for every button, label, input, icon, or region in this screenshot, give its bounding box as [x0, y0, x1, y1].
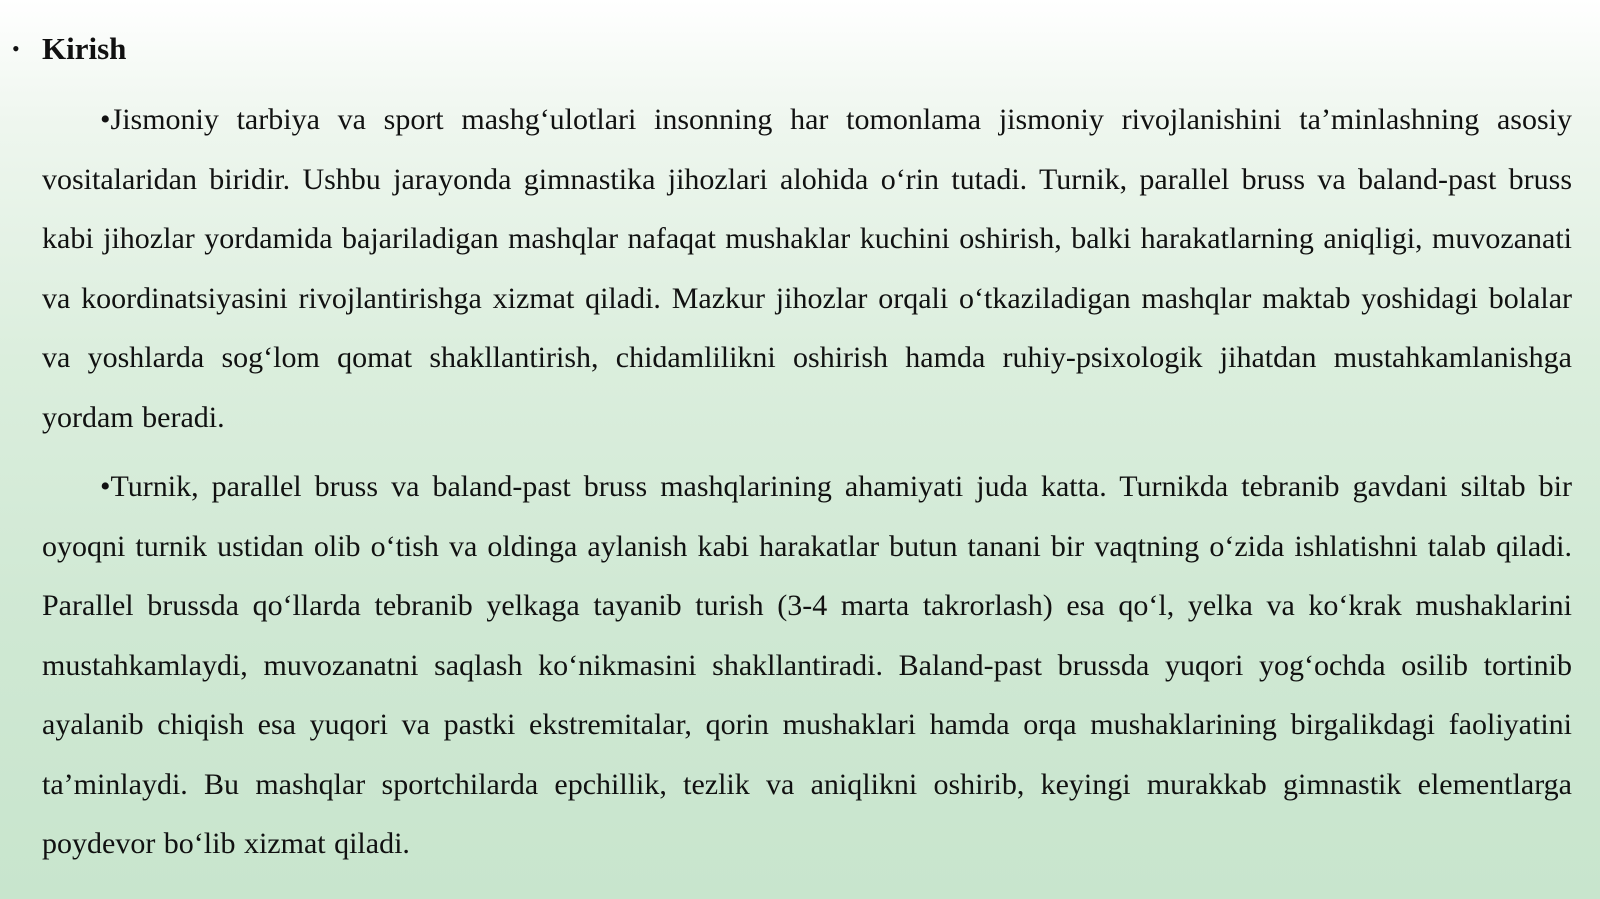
heading-bullet: •: [12, 36, 20, 61]
paragraph-apparatus: [42, 457, 1572, 874]
paragraph-text: Turnik, parallel bruss va baland-past bruss mashqlarining ahamiyati juda katta. Turnikda tebranib gavdani siltab bir oyoqni turnik ustidan olib o‘tish va oldinga aylanish kabi harakatlar butun tanani bir vaqtning o‘zida ishlatishni talab qiladi. Parallel brussda qo‘llarda tebranib yelkaga tayanib turish (3-4 marta takrorlash) esa qo‘l, yelka va ko‘krak mushaklarini mustahkamlaydi, muvozanatni saqlash ko‘nikmasini shakllantiradi. Baland-past brussda yuqori yog‘ochda osilib tortinib ayalanib chiqish esa yuqori va pastki ekstremitalar, qorin mushaklari hamda orqa mushaklarining birgalikdagi faoliyatini ta’minlaydi. Bu mashqlar sportchilarda epchillik, tezlik va aniqlikni oshirib, keyingi murakkab gimnastik elementlarga poydevor bo‘lib xizmat qiladi.: [42, 470, 1572, 860]
paragraph-bullet: •: [100, 470, 111, 503]
paragraph-bullet: •: [100, 103, 111, 136]
paragraph-text: Jismoniy tarbiya va sport mashg‘ulotlari insonning har tomonlama jismoniy rivojlanishini ta’minlashning asosiy vositalaridan biridir. Ushbu jarayonda gimnastika jihozlari alohida o‘rin tutadi. Turnik, parallel bruss va baland-past bruss kabi jihozlar yordamida bajariladigan mashqlar nafaqat mushaklar kuchini oshirish, balki harakatlarning aniqligi, muvozanati va koordinatsiyasini rivojlantirishga xizmat qiladi. Mazkur jihozlar orqali o‘tkaziladigan mashqlar maktab yoshidagi bolalar va yoshlarda sog‘lom qomat shakllantirish, chidamlilikni oshirish hamda ruhiy-psixologik jihatdan mustahkamlanishga yordam beradi.: [42, 103, 1572, 434]
section-heading: [12, 27, 126, 71]
body-text: [42, 90, 1572, 884]
paragraph-intro: [42, 90, 1572, 447]
heading-title: Kirish: [42, 31, 127, 66]
